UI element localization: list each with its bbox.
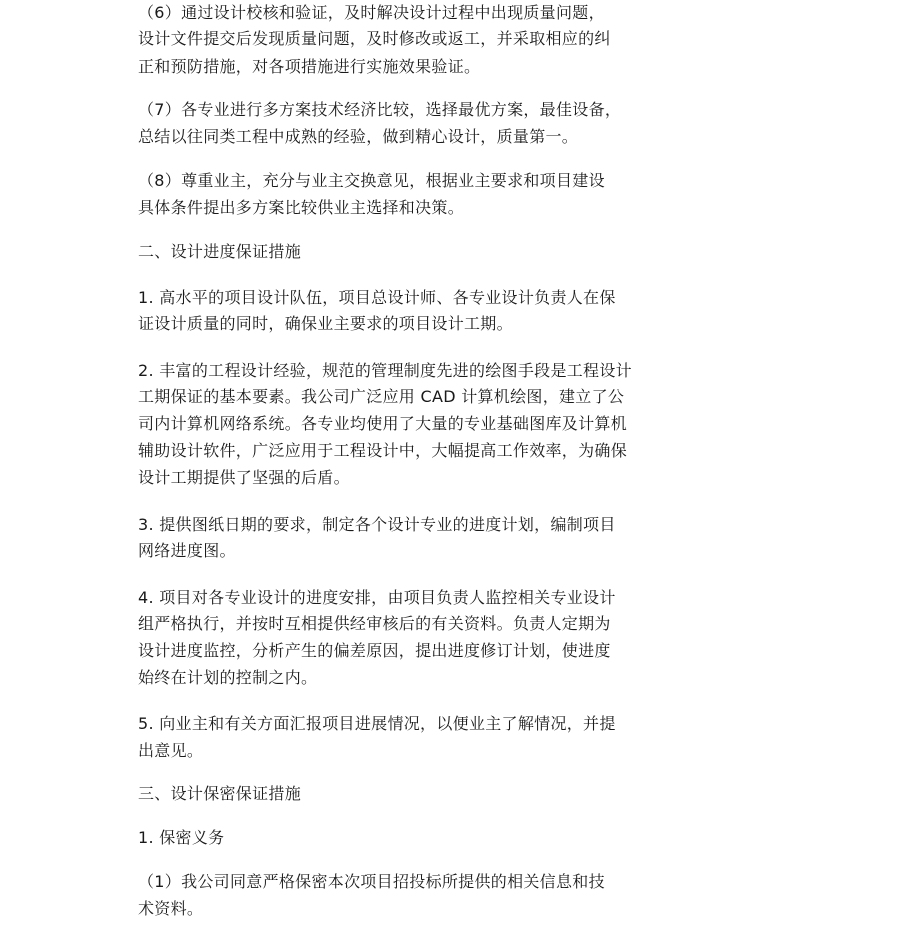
schedule-item-4-line-3: 设计进度监控，分析产生的偏差原因，提出进度修订计划，使进度 [138,641,611,660]
schedule-item-1-line-2: 证设计质量的同时，确保业主要求的项目设计工期。 [138,314,513,333]
confidentiality-item-1-title: 1. 保密义务 [138,828,225,847]
para-6-line-2: 设计文件提交后发现质量问题，及时修改或返工，并采取相应的纠 [138,29,611,48]
schedule-item-4-line-1: 4. 项目对各专业设计的进度安排，由项目负责人监控相关专业设计 [138,588,616,607]
para-8-line-2: 具体条件提出多方案比较供业主选择和决策。 [138,198,465,217]
section-heading-schedule: 二、设计进度保证措施 [138,242,302,261]
schedule-item-2-line-1: 2. 丰富的工程设计经验，规范的管理制度先进的绘图手段是工程设计 [138,361,632,380]
para-6-line-1: （6）通过设计校核和验证，及时解决设计过程中出现质量问题， [138,3,605,22]
schedule-item-2-line-4: 辅助设计软件，广泛应用于工程设计中，大幅提高工作效率，为确保 [138,441,628,460]
confidentiality-sub-1-line-1: （1）我公司同意严格保密本次项目招投标所提供的相关信息和技 [138,872,605,891]
para-7-line-2: 总结以往同类工程中成熟的经验，做到精心设计，质量第一。 [138,127,579,146]
schedule-item-3-line-1: 3. 提供图纸日期的要求，制定各个设计专业的进度计划，编制项目 [138,515,616,534]
schedule-item-2-line-2: 工期保证的基本要素。我公司广泛应用 CAD 计算机绘图，建立了公 [138,387,625,406]
para-7-line-1: （7）各专业进行多方案技术经济比较，选择最优方案，最佳设备， [138,100,622,119]
schedule-item-5-line-2: 出意见。 [138,741,204,760]
schedule-item-4-line-2: 组严格执行，并按时互相提供经审核后的有关资料。负责人定期为 [138,614,611,633]
schedule-item-2-line-3: 司内计算机网络系统。各专业均使用了大量的专业基础图库及计算机 [138,414,628,433]
section-heading-confidentiality: 三、设计保密保证措施 [138,784,302,803]
schedule-item-2-line-5: 设计工期提供了坚强的后盾。 [138,468,350,487]
para-6-line-3: 正和预防措施，对各项措施进行实施效果验证。 [138,57,481,76]
para-8-line-1: （8）尊重业主，充分与业主交换意见，根据业主要求和项目建设 [138,171,605,190]
confidentiality-sub-1-line-2: 术资料。 [138,899,204,918]
schedule-item-1-line-1: 1. 高水平的项目设计队伍，项目总设计师、各专业设计负责人在保 [138,288,616,307]
schedule-item-5-line-1: 5. 向业主和有关方面汇报项目进展情况，以便业主了解情况，并提 [138,714,616,733]
schedule-item-4-line-4: 始终在计划的控制之内。 [138,668,318,687]
schedule-item-3-line-2: 网络进度图。 [138,541,236,560]
